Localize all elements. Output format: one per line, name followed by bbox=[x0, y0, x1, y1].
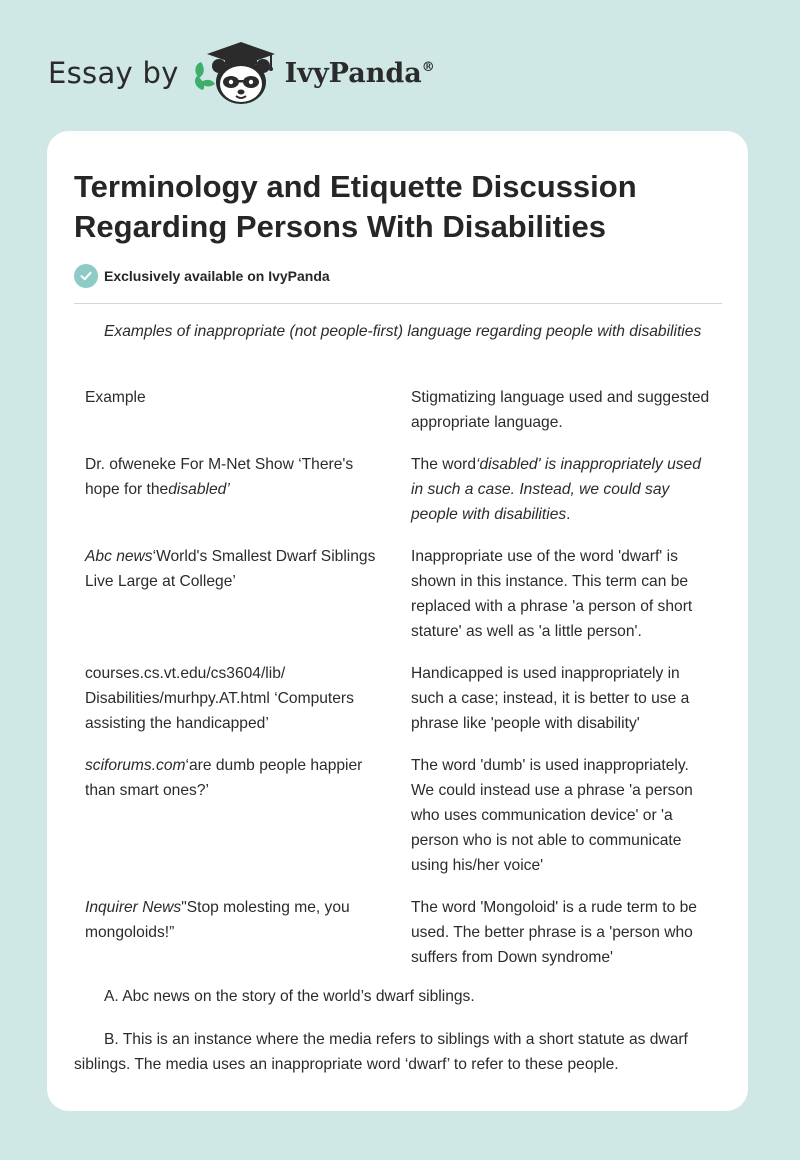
table-row bbox=[74, 452, 722, 544]
panda-graduate-logo-icon bbox=[191, 38, 283, 108]
example-cell: sciforums.com‘are dumb people happier than smart ones?’ bbox=[85, 757, 363, 799]
check-icon bbox=[74, 264, 98, 288]
table-row bbox=[74, 753, 722, 895]
note-cell: The word 'dumb' is used inappropriately. We could instead use a phrase 'a person who uses communication device' or 'a person who is not able to communicate using his/her voice' bbox=[411, 757, 693, 874]
examples-table bbox=[74, 385, 722, 987]
article-title: Terminology and Etiquette Discussion Regarding Persons With Disabilities bbox=[74, 169, 637, 244]
exclusive-badge bbox=[74, 263, 330, 289]
exclusive-label: Exclusively available on IvyPanda bbox=[104, 268, 330, 284]
header-note: Stigmatizing language used and suggested appropriate language. bbox=[411, 389, 710, 431]
example-cell: courses.cs.vt.edu/cs3604/lib/ Disabilities/murhpy.AT.html ‘Computers assisting the handicapped’ bbox=[85, 665, 354, 732]
table-row bbox=[74, 544, 722, 661]
note-cell: The word‘disabled' is inappropriately used in such a case. Instead, we could say people with disabilities. bbox=[411, 456, 701, 523]
brand-prefix: Essay by bbox=[48, 56, 179, 90]
brand-name: IvyPanda® bbox=[284, 57, 435, 89]
table-caption: Examples of inappropriate (not people-first) language regarding people with disabilities bbox=[104, 323, 702, 340]
table-row bbox=[74, 895, 722, 987]
example-cell: Dr. ofweneke For M-Net Show ‘There's hope for thedisabled’ bbox=[85, 456, 354, 498]
paragraph-b: B. This is an instance where the media refers to siblings with a short statute as dwarf siblings. The media uses an inappropriate word ‘dwarf’ to refer to these people. bbox=[74, 1031, 688, 1073]
note-cell: Inappropriate use of the word 'dwarf' is shown in this instance. This term can be replaced with a phrase 'a person of short stature' as well as 'a little person'. bbox=[411, 548, 693, 640]
example-cell: Abc news‘World's Smallest Dwarf Siblings Live Large at College’ bbox=[85, 548, 376, 590]
paragraph-a: A. Abc news on the story of the world’s dwarf siblings. bbox=[104, 988, 475, 1005]
example-cell: Inquirer News"Stop molesting me, you mongoloids!” bbox=[85, 899, 350, 941]
header-example: Example bbox=[85, 389, 146, 406]
note-cell: The word 'Mongoloid' is a rude term to be used. The better phrase is a 'person who suffers from Down syndrome' bbox=[411, 899, 697, 966]
brand-header[interactable] bbox=[48, 38, 435, 108]
table-header-row bbox=[74, 385, 722, 452]
table-row bbox=[74, 661, 722, 753]
divider bbox=[74, 303, 722, 304]
note-cell: Handicapped is used inappropriately in such a case; instead, it is better to use a phrase like 'people with disability' bbox=[411, 665, 690, 732]
article-card bbox=[47, 131, 748, 1111]
registered-mark: ® bbox=[421, 59, 435, 75]
